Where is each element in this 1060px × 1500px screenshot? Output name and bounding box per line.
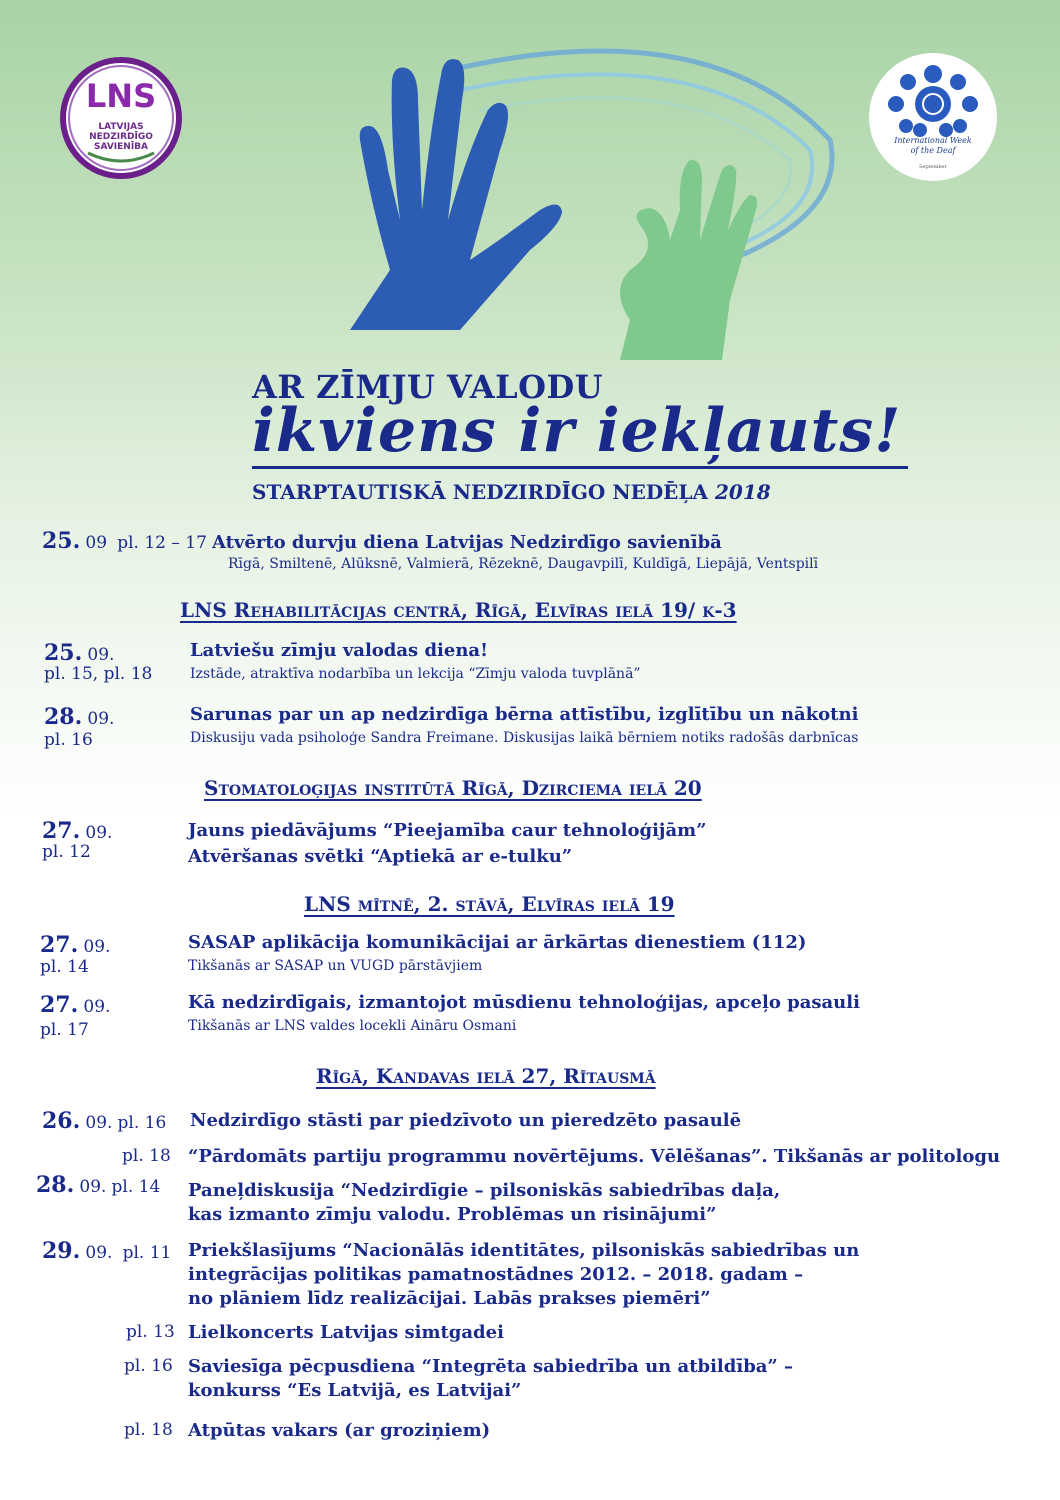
event-time: pl. 16	[44, 730, 93, 750]
event-time: pl. 18	[124, 1420, 173, 1440]
event-date: 25. 09.	[44, 640, 115, 666]
event-date-time: 28. 09. pl. 14	[36, 1172, 161, 1198]
event-title: no plāniem līdz realizācijai. Labās prakses piemēri”	[188, 1288, 711, 1309]
event-title: Nedzirdīgo stāsti par piedzīvoto un pieredzēto pasaulē	[190, 1110, 742, 1131]
title-rule	[252, 466, 908, 469]
event-title: Paneļdiskusija “Nedzirdīgie – pilsoniskās sabiedrības daļa,	[188, 1180, 781, 1201]
intro-cities: Rīgā, Smiltenē, Alūksnē, Valmierā, Rēzeknē, Daugavpilī, Kuldīgā, Liepājā, Ventspilī	[228, 556, 819, 572]
hands-illustration	[330, 30, 850, 370]
lns-logo-subtitle: LATVIJAS NEDZIRDĪGO SAVIENĪBA	[89, 122, 153, 152]
blue-hand	[350, 59, 562, 330]
event-title: Sarunas par un ap nedzirdīga bērna attīstību, izglītību un nākotni	[190, 704, 859, 725]
title-year: 2018	[714, 480, 771, 504]
title-line-3: STARPTAUTISKĀ NEDZIRDĪGO NEDĒĻA 2018	[252, 480, 771, 504]
event-title: Latviešu zīmju valodas diena!	[190, 640, 488, 661]
event-title: kas izmanto zīmju valodu. Problēmas un risinājumi”	[188, 1204, 717, 1225]
event-date: 28. 09.	[44, 704, 115, 730]
event-title: Priekšlasījums “Nacionālās identitātes, pilsoniskās sabiedrības un	[188, 1240, 860, 1261]
event-time: pl. 15, pl. 18	[44, 664, 153, 684]
event-title: integrācijas politikas pamatnostādnes 2012. – 2018. gadam –	[188, 1264, 804, 1285]
event-date: 27. 09.	[40, 932, 111, 958]
event-title: Saviesīga pēcpusdiena “Integrēta sabiedrība un atbildība” –	[188, 1356, 794, 1377]
title-line-2: ikviens ir iekļauts!	[252, 396, 902, 466]
event-title: Jauns piedāvājums “Pieejamība caur tehnoloģijām”	[188, 820, 707, 841]
section-heading-kandavas: Rīgā, Kandavas ielā 27, Rītausmā	[316, 1064, 656, 1088]
intro-event: 25. 09 pl. 12 – 17 Atvērto durvju diena Latvijas Nedzirdīgo savienībā	[42, 528, 722, 554]
section-heading-lns-hq: LNS mītnē, 2. stāvā, Elvīras ielā 19	[304, 892, 675, 916]
event-title: Lielkoncerts Latvijas simtgadei	[188, 1322, 504, 1343]
event-title: SASAP aplikācija komunikācijai ar ārkārtas dienestiem (112)	[188, 932, 807, 953]
event-title: Kā nedzirdīgais, izmantojot mūsdienu tehnoloģijas, apceļo pasauli	[188, 992, 860, 1013]
event-date: 27. 09.	[42, 818, 113, 844]
section-heading-stomatology: Stomatoloģijas institūtā Rīgā, Dzirciema ielā 20	[204, 776, 702, 800]
event-time: pl. 12	[42, 842, 91, 862]
event-date-time: 29. 09. pl. 11	[42, 1238, 172, 1264]
green-hand	[620, 160, 757, 360]
event-sub: Tikšanās ar SASAP un VUGD pārstāvjiem	[188, 958, 483, 974]
iwd-logo-month: September	[919, 164, 947, 170]
lns-logo	[58, 55, 184, 181]
iwd-logo-text: International Week of the Deaf	[894, 136, 972, 155]
event-time: pl. 16	[124, 1356, 173, 1376]
event-title: “Pārdomāts partiju programmu novērtējums. Vēlēšanas”. Tikšanās ar politologu	[188, 1146, 1001, 1167]
event-title: konkurss “Es Latvijā, es Latvijai”	[188, 1380, 522, 1401]
title-line-1: AR ZĪMJU VALODU	[252, 368, 604, 406]
event-date-time: 26. 09. pl. 16	[42, 1108, 167, 1134]
lns-logo-letters: LNS	[85, 77, 157, 115]
event-sub: Izstāde, atraktīva nodarbība un lekcija “Zīmju valoda tuvplānā”	[190, 666, 641, 682]
event-date: 27. 09.	[40, 992, 111, 1018]
event-time: pl. 13	[126, 1322, 175, 1342]
event-time: pl. 17	[40, 1020, 89, 1040]
event-sub: Diskusiju vada psiholoģe Sandra Freimane. Diskusijas laikā bērniem notiks radošās darbnīcas	[190, 730, 859, 746]
event-title: Atvēršanas svētki “Aptiekā ar e-tulku”	[188, 846, 573, 867]
event-sub: Tikšanās ar LNS valdes locekli Aināru Osmani	[188, 1018, 517, 1034]
section-heading-rehab: LNS Rehabilitācijas centrā, Rīgā, Elvīras ielā 19/ k-3	[180, 598, 737, 622]
event-title: Atpūtas vakars (ar groziņiem)	[188, 1420, 491, 1441]
event-time: pl. 14	[40, 957, 89, 977]
iwd-logo	[868, 52, 998, 182]
event-time: pl. 18	[122, 1146, 171, 1166]
